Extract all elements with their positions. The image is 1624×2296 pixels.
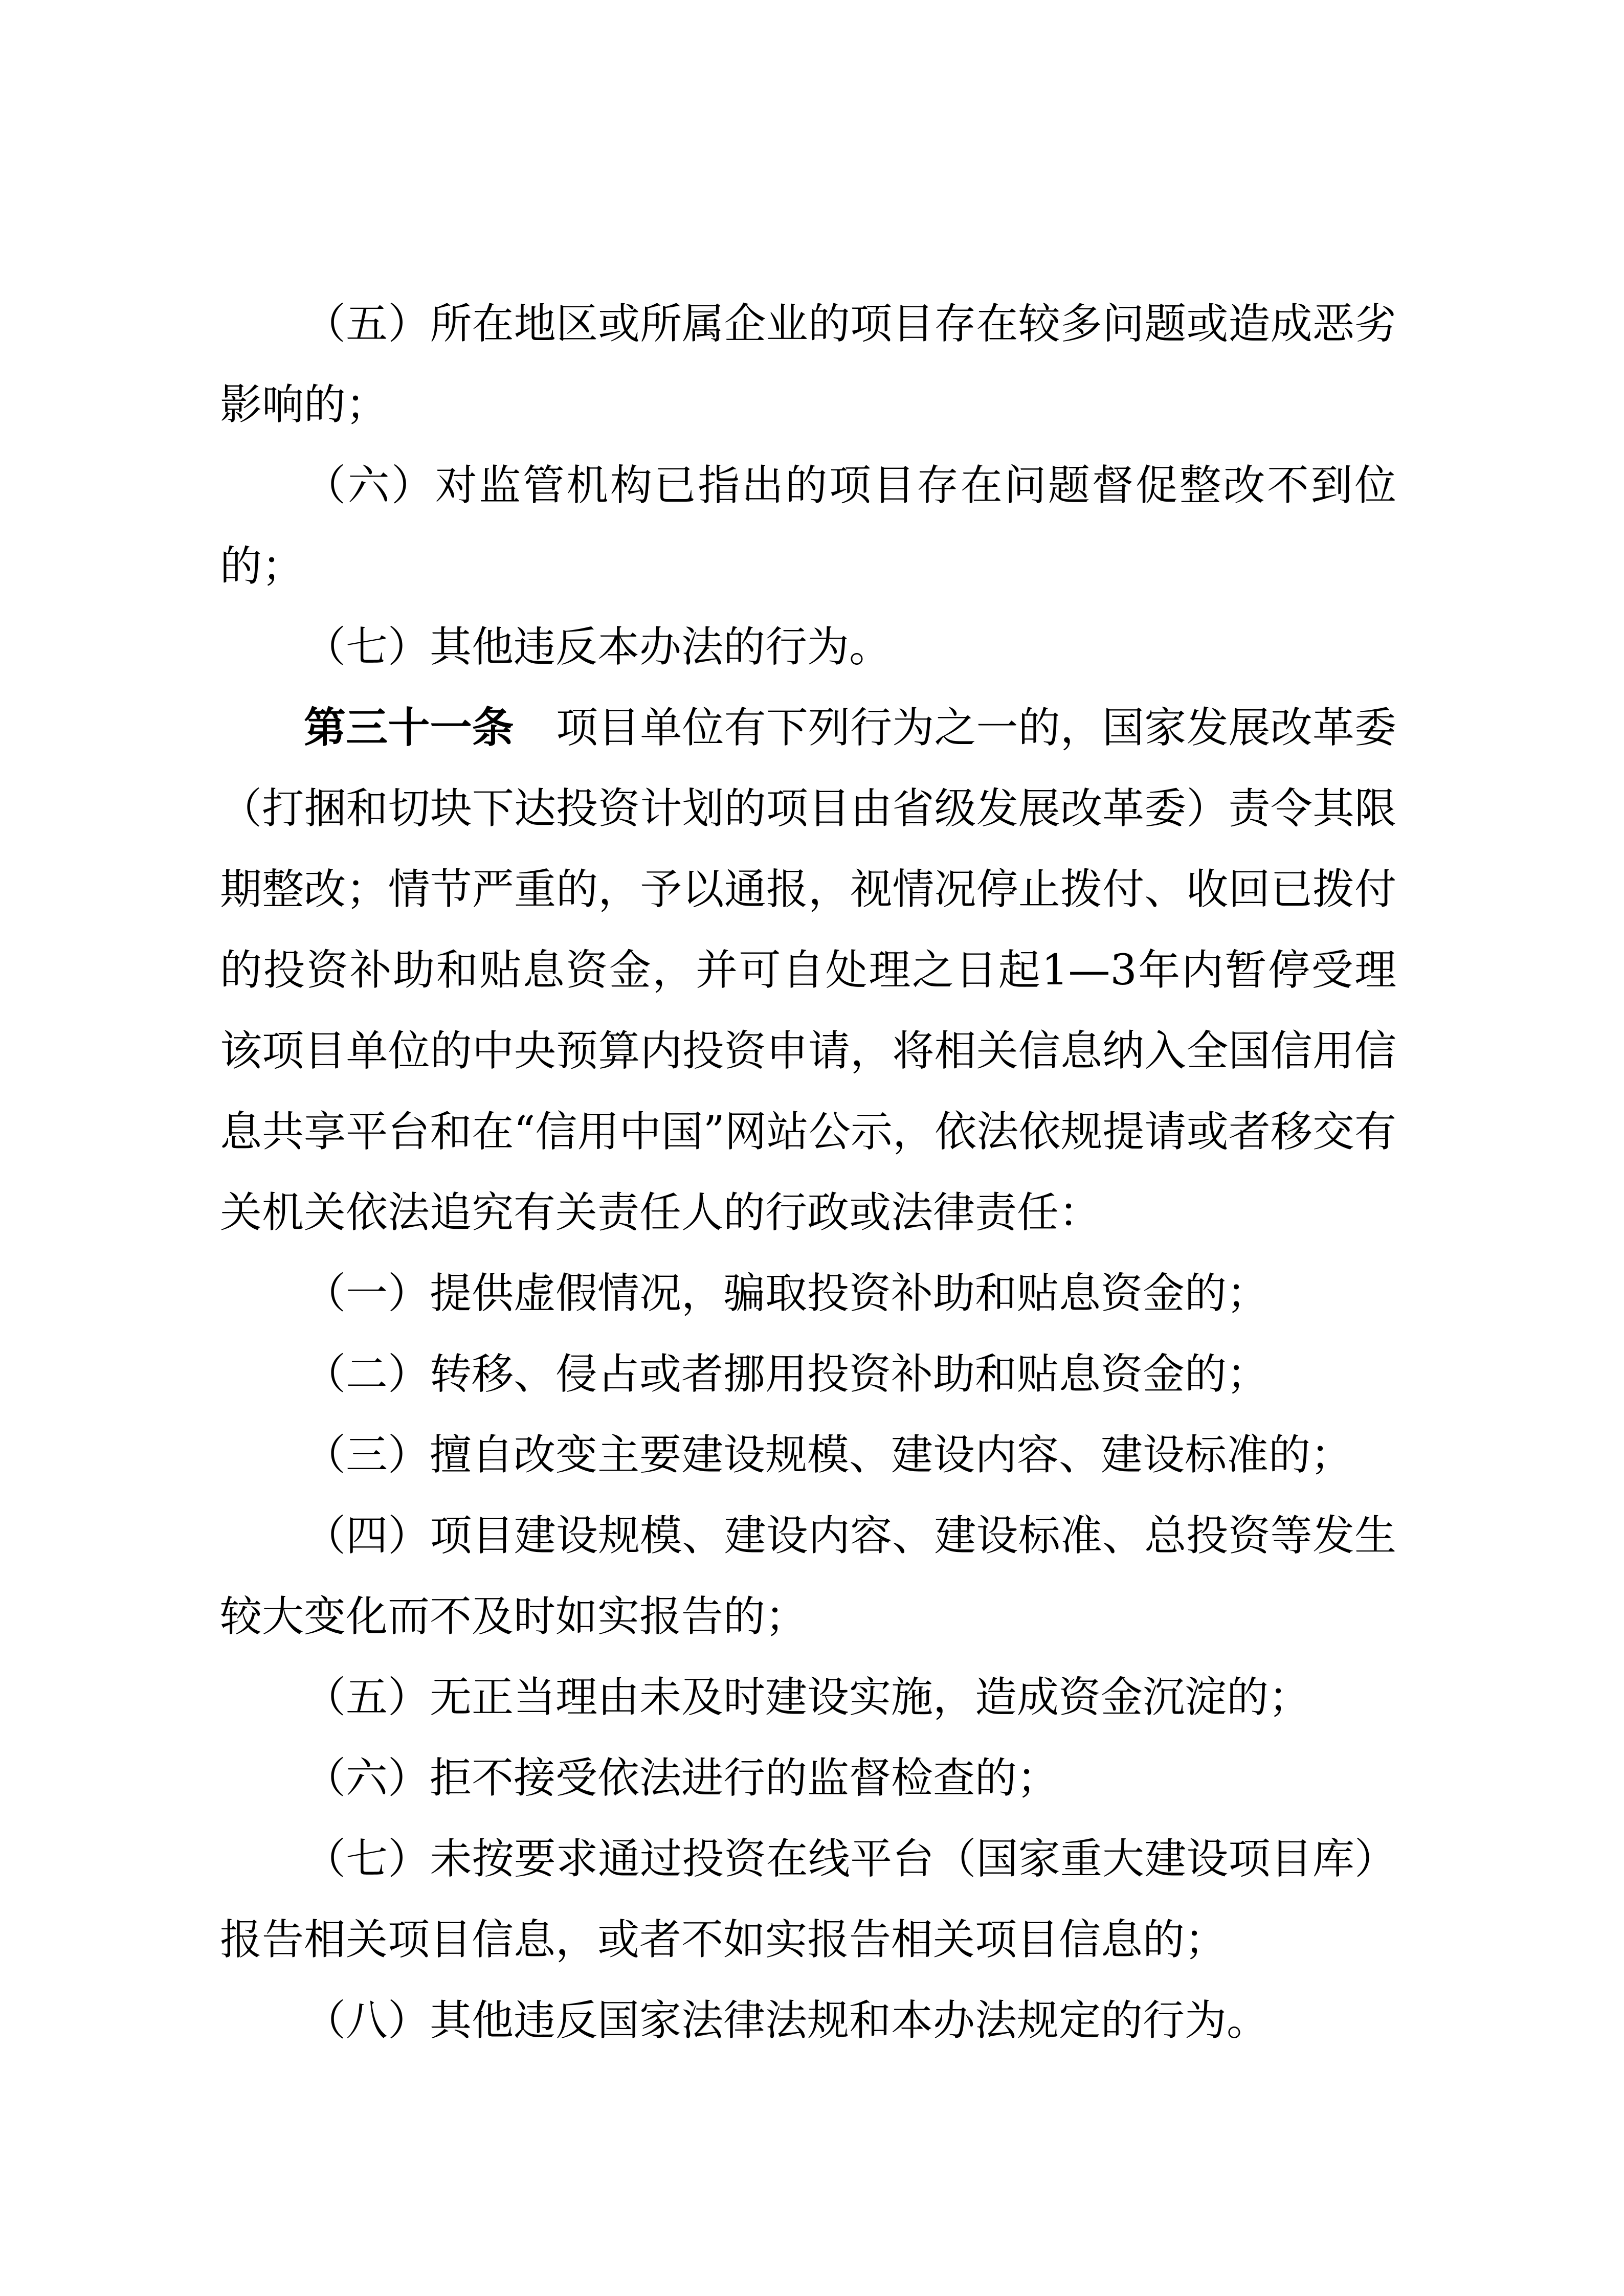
article-number: 第三十一条 — [304, 704, 514, 752]
doc-paragraph-3: （七）其他违反本办法的行为。 — [304, 623, 892, 671]
doc-paragraph-5: （一）提供虚假情况，骗取投资补助和贴息资金的； — [304, 1269, 1269, 1318]
doc-paragraph-11: （七）未按要求通过投资在线平台（国家重大建设项目库）报告相关项目信息，或者不如实报告相关项目信息的； — [220, 1835, 1396, 1964]
doc-paragraph-6: （二）转移、侵占或者挪用投资补助和贴息资金的； — [304, 1350, 1269, 1399]
doc-paragraph-10: （六）拒不接受依法进行的监督检查的； — [304, 1754, 1059, 1803]
doc-paragraph-7: （三）擅自改变主要建设规模、建设内容、建设标准的； — [304, 1431, 1353, 1479]
doc-paragraph-1: （五）所在地区或所属企业的项目存在较多问题或造成恶劣影响的； — [220, 300, 1396, 429]
doc-paragraph-4-article-31 — [220, 688, 1396, 1253]
doc-paragraph-9: （五）无正当理由未及时建设实施，造成资金沉淀的； — [304, 1673, 1311, 1722]
article-heading-gap — [514, 704, 556, 752]
article-body-text: 项目单位有下列行为之一的，国家发展改革委（打捆和切块下达投资计划的项目由省级发展改革委）责令其限期整改；情节严重的，予以通报，视情况停止拨付、收回已拨付的投资补助和贴息资金，并可自处理之日起1—3年内暂停受理该项目单位的中央预算内投资申请，将相关信息纳入全国信用信息共享平台和在“信用中国”网站公示，依法依规提请或者移交有关机关依法追究有关责任人的行政或法律责任： — [220, 704, 1396, 1237]
doc-paragraph-8: （四）项目建设规模、建设内容、建设标准、总投资等发生较大变化而不及时如实报告的； — [220, 1512, 1396, 1641]
doc-paragraph-2: （六）对监管机构已指出的项目存在问题督促整改不到位的； — [220, 461, 1396, 591]
doc-paragraph-12: （八）其他违反国家法律法规和本办法规定的行为。 — [304, 1996, 1269, 2045]
